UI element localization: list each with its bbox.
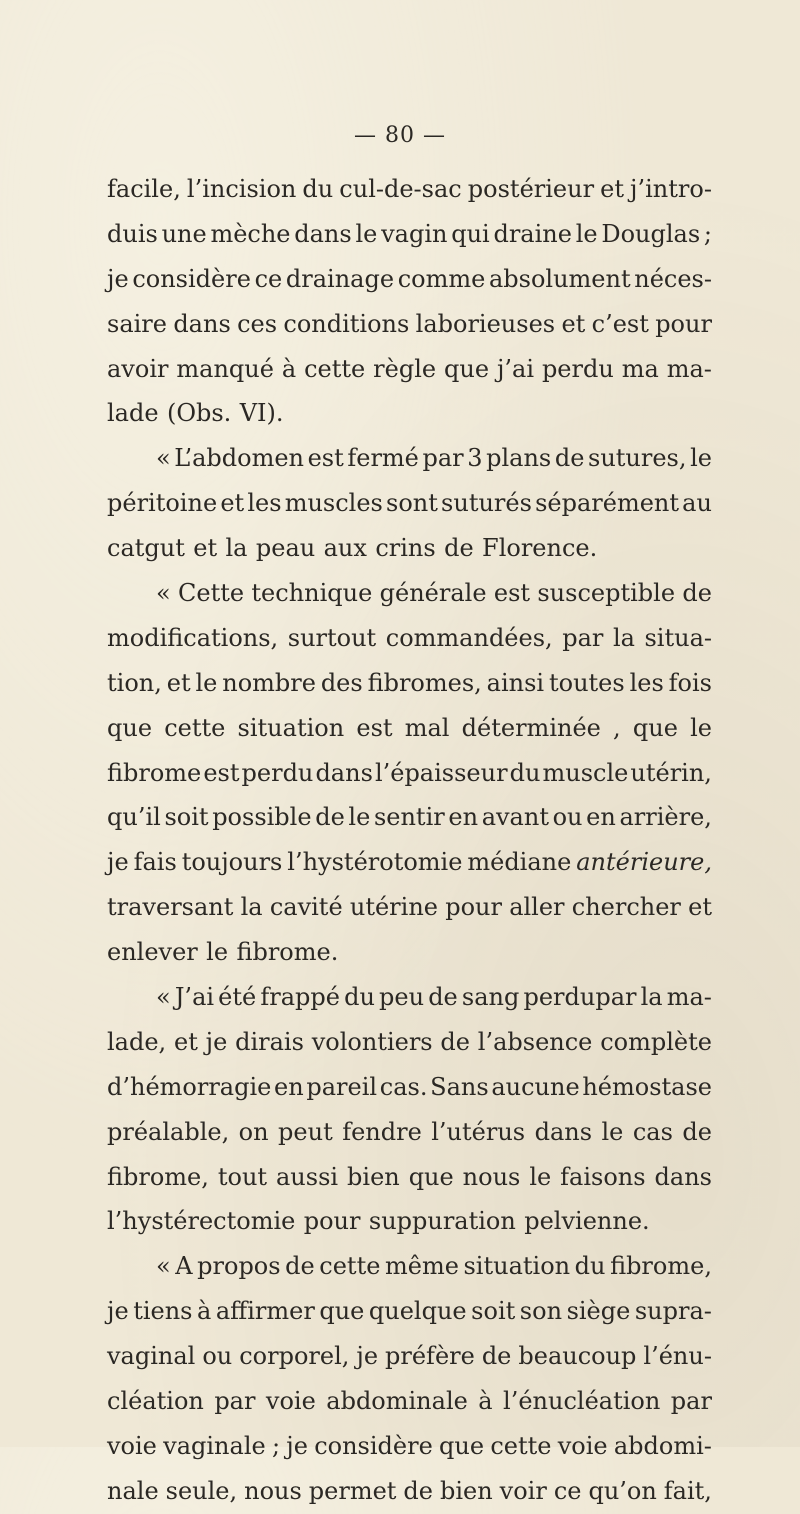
word: toutes [548, 668, 625, 697]
word: possible [212, 803, 312, 832]
word: conditions [283, 309, 410, 338]
word: commandées, [385, 623, 553, 652]
word: traversant [107, 893, 234, 922]
word: qu’il [107, 803, 161, 832]
word: le [206, 938, 229, 967]
word: les [247, 489, 282, 518]
word: situa- [644, 623, 712, 652]
word: seule, [165, 1476, 238, 1505]
word: qui [451, 219, 490, 248]
word: cavité [269, 893, 343, 922]
word: peut [278, 1117, 333, 1146]
word: et [688, 893, 712, 922]
word: ce [254, 264, 283, 293]
word: dans [315, 758, 373, 787]
word: fendre [342, 1117, 422, 1146]
word: toujours [181, 848, 283, 877]
word: du [302, 175, 334, 203]
word: j’intro- [630, 175, 712, 203]
text-line [107, 436, 712, 481]
word: duis [107, 219, 158, 248]
word: postérieur [467, 175, 595, 203]
word: laborieuses [415, 309, 556, 338]
word: séparément [535, 489, 680, 518]
word: pour [303, 1207, 361, 1236]
word: du [344, 983, 375, 1012]
word: utérine [349, 893, 438, 922]
word: en [274, 1072, 304, 1101]
word: L’abdomen [174, 444, 304, 473]
word: 3 [467, 444, 483, 473]
word: crins [375, 534, 436, 563]
word: l’incision [186, 175, 297, 203]
word: c’est [591, 309, 649, 338]
word: au [682, 489, 712, 518]
page-number: — 80 — [354, 123, 446, 148]
word: ma [621, 354, 659, 383]
word: fibromes, [367, 668, 482, 697]
word: soit [471, 1297, 516, 1326]
word: affirmer [215, 1297, 315, 1326]
text-line [107, 1379, 712, 1424]
word: catgut [107, 534, 185, 563]
word: est [307, 444, 344, 473]
word: « [156, 983, 171, 1012]
word: lade, [107, 1027, 167, 1056]
word: volontiers [311, 1027, 433, 1056]
word: cul-de-sac [339, 175, 462, 203]
text-line [107, 212, 712, 257]
text-line [107, 1244, 712, 1289]
word: A [175, 1252, 193, 1281]
word: le [575, 219, 598, 248]
word: faisons [560, 1162, 646, 1191]
word: et [193, 534, 218, 563]
word: pelvienne. [524, 1207, 650, 1236]
word: la [640, 983, 663, 1012]
word: préfère [385, 1342, 475, 1371]
text-line [107, 885, 712, 930]
word: une [161, 219, 207, 248]
word: situation [237, 713, 345, 742]
word: cléation [107, 1387, 204, 1416]
word: est [493, 579, 531, 608]
word: muscle [542, 758, 629, 787]
word: ou [202, 1342, 233, 1371]
word: dans [534, 1117, 593, 1146]
word: modifications, [107, 623, 279, 652]
word: je [286, 1431, 308, 1460]
text-line [107, 706, 712, 751]
word: par [422, 444, 464, 473]
word: par [562, 623, 604, 652]
word: l’énu- [643, 1342, 712, 1371]
word: voie [107, 1431, 157, 1460]
text-line [107, 347, 712, 392]
word: cette [490, 1431, 552, 1460]
word: même [384, 1252, 459, 1281]
word: l’hystérectomie [107, 1207, 296, 1236]
text-line [107, 167, 712, 212]
word: voie [265, 1387, 316, 1416]
word: mèche [210, 219, 291, 248]
word: avant [481, 803, 549, 832]
word: supra- [634, 1297, 712, 1326]
word: du [509, 758, 541, 787]
word: Cette [178, 579, 245, 608]
word: que [319, 1297, 365, 1326]
word: fait, [663, 1476, 712, 1505]
word: vagin [381, 219, 448, 248]
word: la [612, 623, 635, 652]
word: qu’on [588, 1476, 657, 1505]
word: « [156, 579, 171, 608]
word: la [225, 534, 248, 563]
word: manqué [176, 354, 274, 383]
word: Sans [430, 1072, 489, 1101]
word: , [613, 713, 621, 742]
word: tion, [107, 668, 162, 697]
word: sentir [373, 803, 445, 832]
word: on [238, 1117, 269, 1146]
text-line [107, 1110, 712, 1155]
word: avoir [107, 354, 169, 383]
word: saire [107, 309, 167, 338]
word: mal [404, 713, 450, 742]
text-line [107, 391, 712, 436]
word: voir [499, 1476, 547, 1505]
word: propos [197, 1252, 281, 1281]
word: perdu [541, 354, 614, 383]
word: muscles [284, 489, 383, 518]
word: sont [386, 489, 438, 518]
word: frappé [260, 983, 340, 1012]
word: l’utérus [431, 1117, 526, 1146]
word: permet [308, 1476, 397, 1505]
text-line [107, 481, 712, 526]
word: que [107, 713, 153, 742]
word: l’épaisseur [374, 758, 508, 787]
word: préalable, [107, 1117, 230, 1146]
word: je [205, 1027, 228, 1056]
word: aussi [276, 1162, 339, 1191]
word: siège [566, 1297, 631, 1326]
word: les [629, 668, 664, 697]
word: hémostase [582, 1072, 712, 1101]
word: quelque [368, 1297, 467, 1326]
word: J’ai [174, 983, 215, 1012]
word: antérieure, [576, 848, 712, 877]
word: je [356, 1342, 379, 1371]
word: médiane [467, 848, 572, 877]
word: de [554, 444, 585, 473]
word: des [320, 668, 363, 697]
text-line [107, 1155, 712, 1200]
text-line [107, 257, 712, 302]
word: de [403, 1476, 433, 1505]
word: ou [552, 803, 583, 832]
word: tiens [133, 1297, 193, 1326]
word: de [444, 534, 474, 563]
word: cette [319, 1252, 381, 1281]
word: du [574, 1252, 606, 1281]
text-line [107, 1469, 712, 1514]
word: aux [323, 534, 367, 563]
word: que [444, 354, 490, 383]
word: bien [439, 1476, 493, 1505]
word: l’énucléation [503, 1387, 661, 1416]
word: technique [251, 579, 373, 608]
word: est [356, 713, 393, 742]
word: fois [668, 668, 712, 697]
text-line [107, 616, 712, 661]
word: absolument [488, 264, 631, 293]
word: à [478, 1387, 493, 1416]
word: de [285, 1252, 315, 1281]
word: facile, [107, 175, 181, 203]
word: que [439, 1431, 485, 1460]
word: cas [632, 1117, 673, 1146]
word: perdupar [523, 983, 637, 1012]
word: dans [654, 1162, 712, 1191]
word: lade [107, 399, 159, 428]
word: le [601, 1117, 624, 1146]
word: nous [244, 1476, 302, 1505]
word: soit [164, 803, 209, 832]
word: complète [600, 1027, 712, 1056]
word: suturés [441, 489, 532, 518]
word: cette [164, 713, 226, 742]
word: et [166, 668, 191, 697]
word: dans [173, 309, 231, 338]
word: été [218, 983, 257, 1012]
word: Florence. [482, 534, 598, 563]
word: pareil [306, 1072, 378, 1101]
word: ces [237, 309, 278, 338]
word: péritoine [107, 489, 218, 518]
body-text [107, 167, 712, 1514]
word: de [682, 579, 712, 608]
word: le [348, 803, 371, 832]
word: perdu [241, 758, 314, 787]
word: en [448, 803, 479, 832]
word: j’ai [496, 354, 535, 383]
word: corporel, [239, 1342, 350, 1371]
word: je [107, 1297, 129, 1326]
word: voie [557, 1431, 608, 1460]
word: vaginale [163, 1431, 266, 1460]
text-line [107, 661, 712, 706]
word: pour [445, 893, 502, 922]
word: drainage [285, 264, 395, 293]
word: et [561, 309, 586, 338]
word: dirais [235, 1027, 304, 1056]
word: ; [271, 1431, 281, 1460]
word: enlever [107, 938, 198, 967]
word: en [586, 803, 616, 832]
word: considère [132, 264, 251, 293]
word: bien [347, 1162, 400, 1191]
word: « [156, 1252, 171, 1281]
word: nale [107, 1476, 159, 1505]
word: considère [314, 1431, 433, 1460]
word: la [240, 893, 263, 922]
word: beaucoup [518, 1342, 637, 1371]
word: fibrome [107, 758, 202, 787]
word: ; [703, 219, 712, 248]
word: peu [379, 983, 425, 1012]
word: par [214, 1387, 256, 1416]
word: le [690, 444, 712, 473]
text-line [107, 975, 712, 1020]
text-line [107, 1020, 712, 1065]
text-line [107, 1289, 712, 1334]
word: nous [462, 1162, 521, 1191]
text-line [107, 1424, 712, 1469]
word: que [632, 713, 678, 742]
word: son [519, 1297, 563, 1326]
word: le [195, 668, 218, 697]
word: sutures, [588, 444, 687, 473]
word: et [600, 175, 624, 203]
word: je [107, 264, 129, 293]
word: sang [461, 983, 520, 1012]
word: comme [397, 264, 486, 293]
word: plans [486, 444, 552, 473]
word: de [428, 983, 458, 1012]
word: nombre [222, 668, 316, 697]
word: que [408, 1162, 454, 1191]
word: arrière, [619, 803, 712, 832]
word: ainsi [486, 668, 545, 697]
word: chercher [571, 893, 681, 922]
word: draine [493, 219, 572, 248]
word: ma- [666, 354, 712, 383]
word: le [529, 1162, 552, 1191]
word: l’hystérotomie [287, 848, 463, 877]
word: Douglas [601, 219, 701, 248]
word: cas. [379, 1072, 428, 1101]
text-line [107, 571, 712, 616]
word: règle [373, 354, 437, 383]
word: tout [217, 1162, 268, 1191]
word: par [670, 1387, 712, 1416]
word: et [220, 489, 245, 518]
word: utérin, [630, 758, 712, 787]
word: surtout [287, 623, 377, 652]
word: le [690, 713, 712, 742]
word: ma- [666, 983, 712, 1012]
word: fibrome, [610, 1252, 712, 1281]
word: néces- [634, 264, 712, 293]
word: situation [463, 1252, 571, 1281]
text-line [107, 1199, 712, 1244]
text-line [107, 1065, 712, 1110]
text-line [107, 302, 712, 347]
word: de [440, 1027, 470, 1056]
word: déterminée [461, 713, 601, 742]
text-line [107, 1334, 712, 1379]
word: abdominale [326, 1387, 468, 1416]
word: fibrome, [107, 1162, 209, 1191]
word: abdomi- [613, 1431, 712, 1460]
word: de [315, 803, 345, 832]
word: à [197, 1297, 212, 1326]
word: fermé [347, 444, 419, 473]
word: aller [509, 893, 565, 922]
word: ce [553, 1476, 582, 1505]
word: peau [255, 534, 316, 563]
word: le [355, 219, 378, 248]
word: fibrome. [236, 938, 339, 967]
word: et [173, 1027, 198, 1056]
word: cette [304, 354, 366, 383]
word: dans [294, 219, 352, 248]
word: vaginal [107, 1342, 196, 1371]
word: pour [655, 309, 712, 338]
word: de [481, 1342, 512, 1371]
word: à [281, 354, 297, 383]
word: générale [379, 579, 487, 608]
word: « [156, 444, 171, 473]
word: est [203, 758, 240, 787]
word: susceptible [537, 579, 676, 608]
word: (Obs. [166, 399, 232, 428]
word: VI). [239, 399, 284, 428]
word: je [107, 848, 129, 877]
text-line [107, 526, 712, 571]
word: de [682, 1117, 712, 1146]
text-line [107, 840, 712, 885]
text-line [107, 751, 712, 796]
word: suppuration [368, 1207, 516, 1236]
word: l’absence [477, 1027, 593, 1056]
word: fais [133, 848, 177, 877]
text-line [107, 930, 712, 975]
word: aucune [491, 1072, 580, 1101]
text-line [107, 795, 712, 840]
word: d’hémorragie [107, 1072, 272, 1101]
